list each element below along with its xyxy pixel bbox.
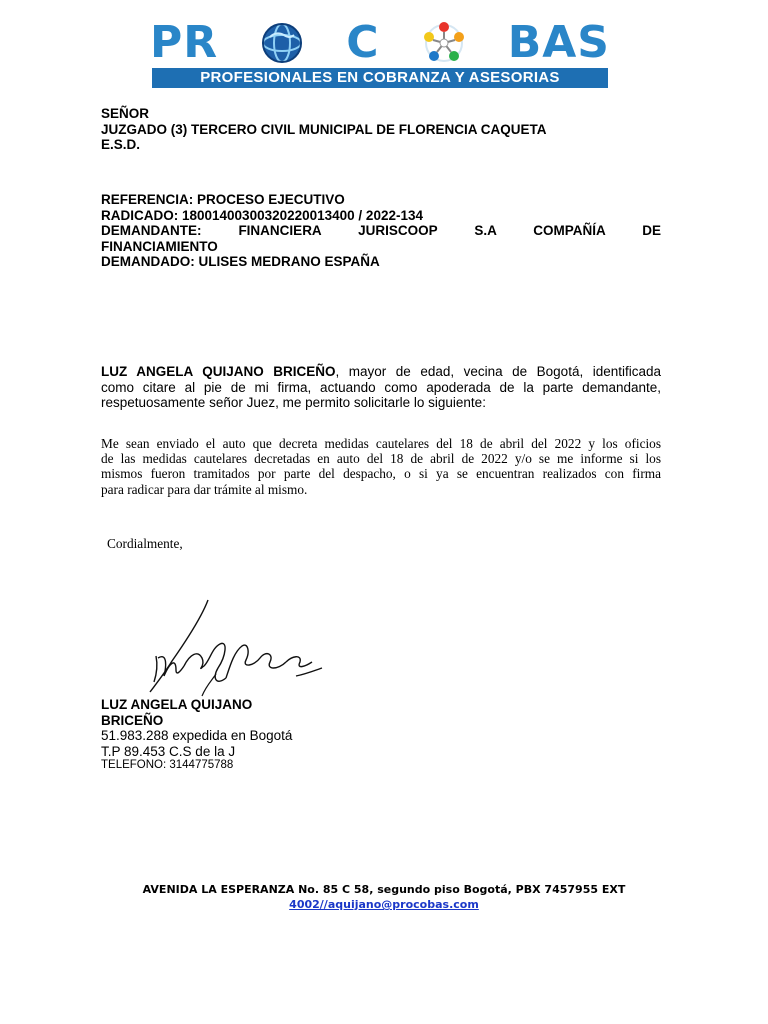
request-line4: para radicar para dar trámite al mismo. xyxy=(101,481,308,497)
addressee-block xyxy=(101,106,661,153)
intro-name: LUZ ANGELA QUIJANO BRICEÑO xyxy=(101,364,336,379)
signer-block xyxy=(101,697,401,772)
intro-line3: respetuosamente señor Juez, me permito solicitarle lo siguiente: xyxy=(101,395,486,410)
logo-text-right: BAS xyxy=(507,17,610,68)
logo-wordmark xyxy=(150,18,610,68)
logo-tagline: PROFESIONALES EN COBRANZA Y ASESORIAS xyxy=(152,68,608,88)
reference-referencia: REFERENCIA: PROCESO EJECUTIVO xyxy=(101,192,345,207)
intro-line2: como citare al pie de mi firma, actuando como apoderada de la parte demandante, xyxy=(101,379,661,395)
request-line3: mismos fueron tramitados por parte del despacho, o si ya se encuentran realizados con firma xyxy=(101,466,661,482)
reference-demandante: DEMANDANTE: FINANCIERA JURISCOOP S.A COMPAÑÍA DE xyxy=(101,223,661,238)
reference-demandado: DEMANDADO: ULISES MEDRANO ESPAÑA xyxy=(101,254,380,269)
handwritten-signature xyxy=(146,596,326,706)
reference-block xyxy=(101,192,661,270)
addressee-line1: SEÑOR xyxy=(101,106,150,121)
logo-text-left: PR xyxy=(150,17,219,68)
logo-text-mid: C xyxy=(346,17,380,68)
reference-demandante-cont: FINANCIAMIENTO xyxy=(101,238,218,254)
request-line1: Me sean enviado el auto que decreta medidas cautelares del 18 de abril del 2022 y los oficios xyxy=(101,436,661,451)
footer-address: AVENIDA LA ESPERANZA No. 85 C 58, segundo piso Bogotá, PBX 7457955 EXT xyxy=(142,883,626,896)
intro-line1 xyxy=(101,364,661,380)
request-paragraph xyxy=(101,436,661,497)
footer-email-link[interactable]: 4002//aquijano@procobas.com xyxy=(289,898,479,911)
signer-cedula: 51.983.288 expedida en Bogotá xyxy=(101,728,293,743)
procobas-logo xyxy=(150,18,610,90)
signer-name-line2: BRICEÑO xyxy=(101,712,164,728)
intro-paragraph xyxy=(101,364,661,411)
closing: Cordialmente, xyxy=(107,536,183,551)
intro-line1-text: , mayor de edad, vecina de Bogotá, identificada xyxy=(335,364,662,379)
globe-icon xyxy=(260,21,304,65)
people-circle-icon xyxy=(422,21,466,65)
addressee-line2: JUZGADO (3) TERCERO CIVIL MUNICIPAL DE FLORENCIA CAQUETA xyxy=(101,121,547,137)
footer-link-wrap xyxy=(0,898,768,911)
request-line2: de las medidas cautelares decretadas en auto del 18 de abril de 2022 y/o se me informe si los xyxy=(101,451,661,467)
addressee-line3: E.S.D. xyxy=(101,137,141,152)
signer-tp: T.P 89.453 C.S de la J xyxy=(101,743,236,759)
signer-telefono: TELEFONO: 3144775788 xyxy=(101,759,234,771)
signer-name-line1: LUZ ANGELA QUIJANO xyxy=(101,697,253,712)
reference-radicado: RADICADO: 18001400300320220013400 / 2022-134 xyxy=(101,207,423,223)
